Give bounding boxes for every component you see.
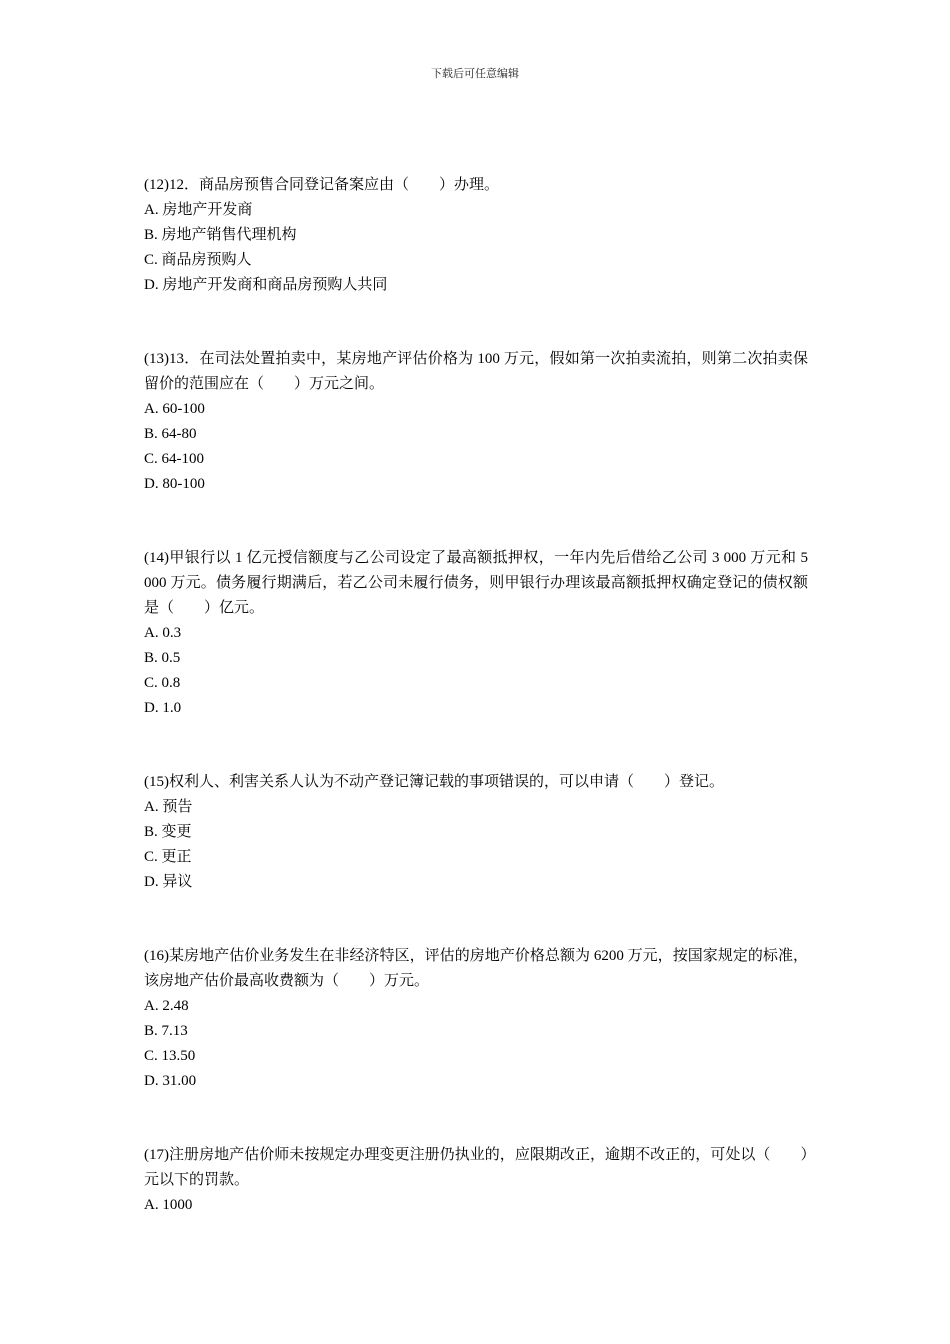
question-14	[144, 546, 808, 721]
option-b: B. 变更	[144, 824, 192, 840]
option-b: B. 房地产销售代理机构	[144, 227, 297, 243]
option-c: C. 64-100	[144, 451, 204, 467]
option-b: B. 64-80	[144, 426, 197, 442]
option-a: A. 2.48	[144, 998, 189, 1014]
question-text: (14)甲银行以 1 亿元授信额度与乙公司设定了最高额抵押权，一年内先后借给乙公司 3 000 万元和 5 000 万元。债务履行期满后，若乙公司未履行债务，则甲银行办理该最高额抵押权确定登记的债权额是（ ）亿元。	[144, 550, 808, 616]
option-a: A. 房地产开发商	[144, 202, 253, 218]
question-text: (12)12．商品房预售合同登记备案应由（ ）办理。	[144, 177, 499, 193]
option-d: D. 31.00	[144, 1073, 197, 1089]
option-a: A. 预告	[144, 799, 193, 815]
option-c: C. 商品房预购人	[144, 252, 252, 268]
question-text: (16)某房地产估价业务发生在非经济特区，评估的房地产价格总额为 6200 万元，按国家规定的标准，该房地产估价最高收费额为（ ）万元。	[144, 948, 808, 989]
option-d: D. 1.0	[144, 700, 182, 716]
option-b: B. 7.13	[144, 1023, 188, 1039]
option-c: C. 0.8	[144, 675, 181, 691]
question-15	[144, 770, 808, 895]
question-list	[144, 173, 808, 1267]
question-text: (17)注册房地产估价师未按规定办理变更注册仍执业的，应限期改正，逾期不改正的，可处以（ ）元以下的罚款。	[144, 1147, 808, 1188]
option-d: D. 房地产开发商和商品房预购人共同	[144, 277, 388, 293]
question-12	[144, 173, 808, 298]
question-16	[144, 944, 808, 1094]
question-13	[144, 347, 808, 497]
question-text: (15)权利人、利害关系人认为不动产登记簿记载的事项错误的，可以申请（ ）登记。	[144, 774, 724, 790]
option-a: A. 60-100	[144, 401, 205, 417]
option-a: A. 0.3	[144, 625, 182, 641]
question-text: (13)13．在司法处置拍卖中，某房地产评估价格为 100 万元，假如第一次拍卖流拍，则第二次拍卖保留价的范围应在（ ）万元之间。	[144, 351, 808, 392]
option-c: C. 13.50	[144, 1048, 196, 1064]
option-a: A. 1000	[144, 1197, 193, 1213]
page-header: 下载后可任意编辑	[431, 68, 519, 80]
question-17	[144, 1143, 808, 1218]
option-d: D. 80-100	[144, 476, 205, 492]
option-b: B. 0.5	[144, 650, 181, 666]
option-d: D. 异议	[144, 874, 193, 890]
option-c: C. 更正	[144, 849, 192, 865]
